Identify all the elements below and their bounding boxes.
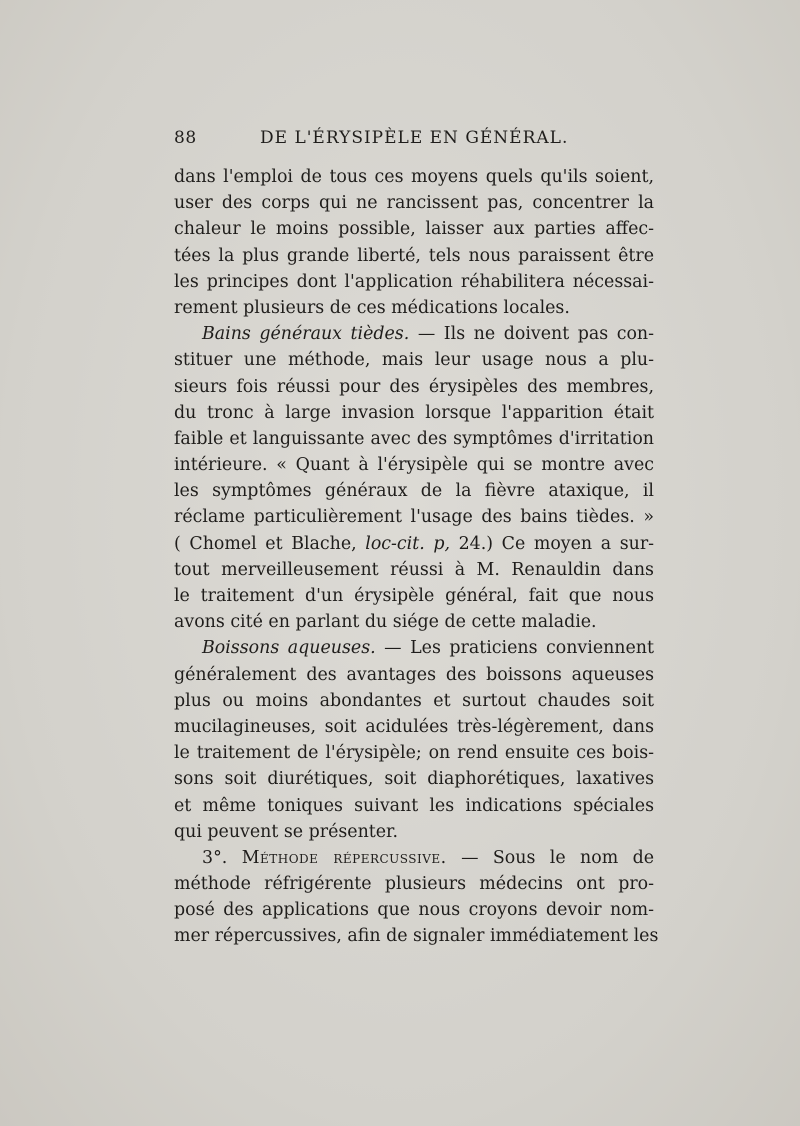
page-number: 88 (174, 128, 197, 148)
text-line: intérieure. « Quant à l'érysipèle qui se montre avec (174, 455, 654, 476)
paragraph-methode (174, 845, 659, 950)
text-line: réclame particulièrement l'usage des bains tièdes. » (174, 507, 654, 528)
text-line: le traitement d'un érysipèle général, fait que nous (174, 586, 654, 606)
text-line (174, 321, 654, 347)
text-line: les principes dont l'application réhabilitera nécessai- (174, 271, 654, 292)
text-line: dans l'emploi de tous ces moyens quels qu'ils soient, (174, 167, 654, 187)
text-line: faible et languissante avec des symptômes d'irritation (174, 428, 654, 449)
text-line: sons soit diurétiques, soit diaphorétiques, laxatives (174, 769, 654, 790)
text-line: user des corps qui ne rancissent pas, concentrer la (174, 193, 654, 214)
text-run: — Sous le nom de (446, 847, 654, 868)
text-line: méthode réfrigérente plusieurs médecins ont pro- (174, 874, 654, 895)
citation-reference: loc-cit. p, (365, 533, 450, 554)
text-run: — Ils ne doivent pas con- (409, 324, 654, 345)
text-line: et même toniques suivant les indications spéciales (174, 795, 654, 816)
section-heading-boissons: Boissons aqueuses. (202, 638, 376, 659)
text-line: qui peuvent se présenter. (174, 821, 398, 842)
text-run: — Les praticiens conviennent (375, 638, 654, 659)
text-line (174, 845, 654, 871)
text-line: mucilagineuses, soit acidulées très-légèrement, dans (174, 716, 654, 737)
body-text (174, 164, 659, 950)
text-line: tées la plus grande liberté, tels nous paraissent être (174, 245, 654, 266)
text-line: tout merveilleusement réussi à M. Renauldin dans (174, 559, 654, 580)
text-line: avons cité en parlant du siége de cette maladie. (174, 612, 597, 633)
paragraph-boissons (174, 635, 654, 845)
paragraph-emploi (174, 164, 654, 321)
text-line: rement plusieurs de ces médications locales. (174, 297, 570, 318)
text-run: ( Chomel et Blache, (174, 533, 366, 554)
text-line: stituer une méthode, mais leur usage nous a plu- (174, 350, 654, 371)
text-run: 24.) Ce moyen a sur- (450, 533, 655, 554)
section-heading-methode: Méthode répercussive. (241, 847, 447, 868)
running-title: DE L'ÉRYSIPÈLE EN GÉNÉRAL. (260, 128, 569, 148)
text-line: plus ou moins abondantes et surtout chaudes soit (174, 690, 654, 711)
text-line: sieurs fois réussi pour des érysipèles des membres, (174, 376, 654, 397)
text-line: les symptômes généraux de la fièvre ataxique, il (174, 481, 654, 502)
text-line: chaleur le moins possible, laisser aux parties affec- (174, 219, 654, 240)
text-line: du tronc à large invasion lorsque l'apparition était (174, 402, 654, 423)
text-line: généralement des avantages des boissons aqueuses (174, 664, 654, 685)
section-number: 3°. (202, 847, 242, 868)
text-line (174, 635, 654, 661)
page-header (174, 128, 654, 156)
text-line (174, 531, 654, 557)
text-line: mer répercussives, afin de signaler immédiatement les (174, 926, 659, 947)
paragraph-bains (174, 321, 654, 635)
section-heading-bains: Bains généraux tièdes. (202, 324, 410, 345)
text-line: posé des applications que nous croyons devoir nom- (174, 900, 654, 921)
text-line: le traitement de l'érysipèle; on rend ensuite ces bois- (174, 743, 654, 764)
